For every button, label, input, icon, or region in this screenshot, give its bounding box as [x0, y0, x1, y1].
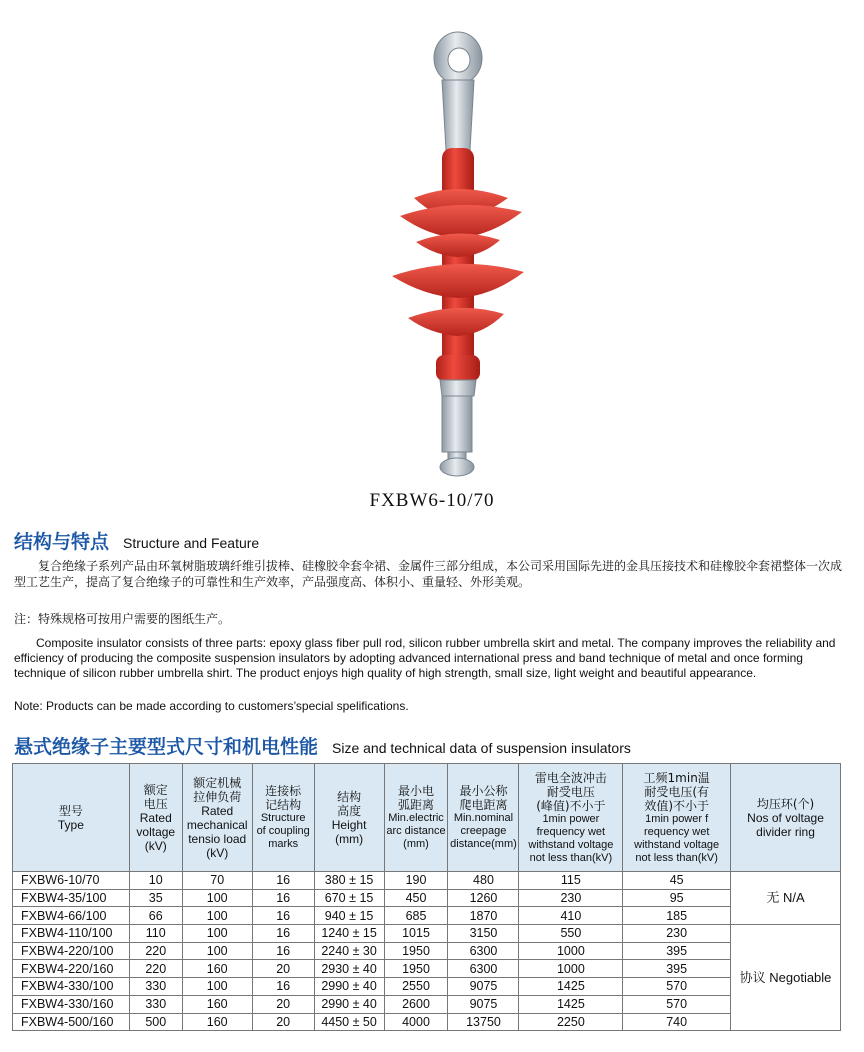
table-header-row	[13, 764, 841, 872]
cell-model: FXBW4-66/100	[13, 907, 130, 925]
feature-paragraph-en	[14, 636, 850, 681]
table-cell: 20	[252, 995, 314, 1013]
table-cell: 9075	[448, 995, 519, 1013]
table-cell: 395	[623, 942, 731, 960]
table-cell: 4000	[384, 1013, 448, 1031]
table-cell: 100	[182, 942, 252, 960]
table-cell: 500	[129, 1013, 182, 1031]
table-cell: 45	[623, 872, 731, 890]
table-cell: 110	[129, 925, 182, 943]
table-cell: 940 ± 15	[314, 907, 384, 925]
table-cell: 160	[182, 1013, 252, 1031]
cell-model: FXBW6-10/70	[13, 872, 130, 890]
eye-fitting	[434, 32, 482, 150]
table-cell: 1425	[519, 995, 623, 1013]
note-en: Note: Products can be made according to customers’special spelifications.	[14, 699, 409, 713]
table-cell: 66	[129, 907, 182, 925]
col-header-height: 结构 高度 Height (mm)	[314, 764, 384, 872]
table-cell: 190	[384, 872, 448, 890]
table-cell: 1260	[448, 889, 519, 907]
feature-paragraph-cn	[14, 558, 850, 590]
section-title-en: Size and technical data of suspension insulators	[332, 740, 631, 756]
table-cell: 570	[623, 995, 731, 1013]
table-row	[13, 995, 841, 1013]
table-body	[13, 872, 841, 1031]
col-header-lightning-voltage: 雷电全波冲击 耐受电压 (峰值)不小于 1min power frequency wet withstand voltage not less than(kV)	[519, 764, 623, 872]
table-cell: 9075	[448, 978, 519, 996]
silicone-housing	[392, 148, 524, 381]
table-row	[13, 942, 841, 960]
section-title-cn: 悬式绝缘子主要型式尺寸和机电性能	[14, 736, 319, 758]
table-cell: 16	[252, 907, 314, 925]
table-cell: 1000	[519, 942, 623, 960]
table-cell: 740	[623, 1013, 731, 1031]
cell-model: FXBW4-330/160	[13, 995, 130, 1013]
section-title-cn: 结构与特点	[14, 531, 110, 553]
table-cell: 410	[519, 907, 623, 925]
table-cell: 480	[448, 872, 519, 890]
table-cell: 16	[252, 889, 314, 907]
col-header-rated-voltage: 额定 电压 Rated voltage (kV)	[129, 764, 182, 872]
table-cell: 1950	[384, 942, 448, 960]
table-cell: 1000	[519, 960, 623, 978]
col-header-type: 型号 Type	[13, 764, 130, 872]
table-cell: 450	[384, 889, 448, 907]
table-row	[13, 1013, 841, 1031]
table-cell: 20	[252, 1013, 314, 1031]
table-cell: 2600	[384, 995, 448, 1013]
cell-model: FXBW4-330/100	[13, 978, 130, 996]
section-structure-heading	[14, 527, 259, 554]
col-header-divider-ring: 均压环(个) Nos of voltage divider ring	[731, 764, 841, 872]
spec-table	[12, 763, 841, 1031]
table-cell: 685	[384, 907, 448, 925]
table-cell: 100	[182, 978, 252, 996]
cell-model: FXBW4-110/100	[13, 925, 130, 943]
composite-insulator-image	[0, 0, 864, 490]
table-cell: 16	[252, 872, 314, 890]
col-header-rated-load: 额定机械 拉伸负荷 Rated mechanical tensio load (kV)	[182, 764, 252, 872]
table-row	[13, 925, 841, 943]
table-cell: 16	[252, 925, 314, 943]
table-cell: 10	[129, 872, 182, 890]
note-cn: 注：特殊规格可按用户需要的图纸生产。	[14, 612, 231, 626]
col-header-arc-distance: 最小电 弧距离 Min.electric arc distance (mm)	[384, 764, 448, 872]
table-cell: 6300	[448, 960, 519, 978]
section-size-data-heading	[14, 732, 631, 759]
table-cell: 220	[129, 942, 182, 960]
table-cell: 70	[182, 872, 252, 890]
table-cell: 380 ± 15	[314, 872, 384, 890]
table-cell: 115	[519, 872, 623, 890]
table-cell: 570	[623, 978, 731, 996]
cell-divider-ring: 协议 Negotiable	[731, 925, 841, 1031]
col-header-creepage: 最小公称 爬电距离 Min.nominal creepage distance(mm)	[448, 764, 519, 872]
table-cell: 2930 ± 40	[314, 960, 384, 978]
col-header-power-freq-voltage: 工频1min温 耐受电压(有 效值)不小于 1min power f requency wet withstand voltage not less than(kV)	[623, 764, 731, 872]
table-cell: 2250	[519, 1013, 623, 1031]
feature-text-cn: 复合绝缘子系列产品由环氧树脂玻璃纤维引拔棒、硅橡胶伞套伞裙、金属件三部分组成，本公司采用国际先进的金具压接技术和硅橡胶伞套裙整体一次成型工艺生产，提高了复合绝缘子的可靠性和生产效率，产品强度高、体积小、重量轻、外形美观。	[14, 559, 843, 589]
table-cell: 20	[252, 960, 314, 978]
table-cell: 95	[623, 889, 731, 907]
table-row	[13, 907, 841, 925]
cell-model: FXBW4-35/100	[13, 889, 130, 907]
table-cell: 2990 ± 40	[314, 995, 384, 1013]
table-cell: 550	[519, 925, 623, 943]
table-row	[13, 889, 841, 907]
table-cell: 1950	[384, 960, 448, 978]
table-cell: 16	[252, 942, 314, 960]
table-cell: 160	[182, 960, 252, 978]
feature-text-en: Composite insulator consists of three parts: epoxy glass fiber pull rod, silicon rubber umbrella skirt and metal. The company improves the reliability and efficiency of producing the composite suspension insulators by adopting advanced international press and band technique of metal and once forming technique of silicon rubber umbrella shirt. The product enjoys high quality of high strength, small size, light weight and beautiful appearance.	[14, 636, 836, 680]
table-cell: 100	[182, 907, 252, 925]
table-row	[13, 978, 841, 996]
cell-model: FXBW4-500/160	[13, 1013, 130, 1031]
cell-divider-ring: 无 N/A	[731, 872, 841, 925]
col-header-coupling: 连接标 记结构 Structure of coupling marks	[252, 764, 314, 872]
table-cell: 330	[129, 978, 182, 996]
figure-caption: FXBW6-10/70	[369, 490, 495, 511]
table-cell: 16	[252, 978, 314, 996]
cell-model: FXBW4-220/100	[13, 942, 130, 960]
table-row	[13, 960, 841, 978]
table-cell: 100	[182, 889, 252, 907]
table-cell: 13750	[448, 1013, 519, 1031]
table-cell: 1425	[519, 978, 623, 996]
table-cell: 2240 ± 30	[314, 942, 384, 960]
table-cell: 185	[623, 907, 731, 925]
table-cell: 220	[129, 960, 182, 978]
table-cell: 670 ± 15	[314, 889, 384, 907]
table-cell: 160	[182, 995, 252, 1013]
table-cell: 35	[129, 889, 182, 907]
table-cell: 1240 ± 15	[314, 925, 384, 943]
ball-fitting	[440, 380, 476, 476]
section-title-en: Structure and Feature	[123, 535, 260, 551]
table-cell: 230	[519, 889, 623, 907]
table-cell: 230	[623, 925, 731, 943]
table-cell: 2990 ± 40	[314, 978, 384, 996]
table-cell: 3150	[448, 925, 519, 943]
table-cell: 4450 ± 50	[314, 1013, 384, 1031]
table-cell: 100	[182, 925, 252, 943]
table-cell: 2550	[384, 978, 448, 996]
insulator-figure	[0, 0, 864, 520]
table-cell: 395	[623, 960, 731, 978]
table-cell: 1015	[384, 925, 448, 943]
table-cell: 1870	[448, 907, 519, 925]
table-cell: 6300	[448, 942, 519, 960]
table-row	[13, 872, 841, 890]
cell-model: FXBW4-220/160	[13, 960, 130, 978]
table-cell: 330	[129, 995, 182, 1013]
